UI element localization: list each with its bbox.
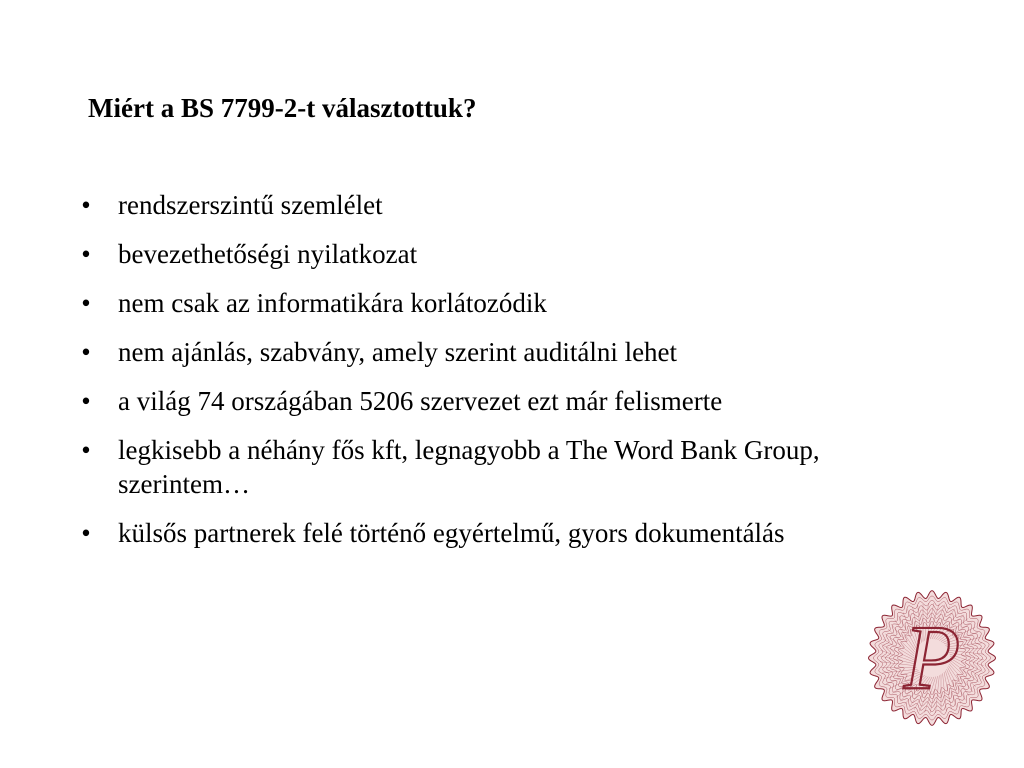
list-item-text: külsős partnerek felé történő egyértelmű, gyors dokumentálás (118, 518, 785, 548)
list-item (76, 335, 936, 369)
bullet-icon: • (81, 288, 91, 318)
bullet-icon: • (81, 435, 91, 465)
bullet-list (76, 188, 936, 565)
list-item (76, 286, 936, 320)
list-item-text: rendszerszintű szemlélet (118, 190, 383, 220)
slide-title: Miért a BS 7799-2-t választottuk? (88, 93, 477, 123)
list-item-text: nem csak az informatikára korlátozódik (118, 288, 547, 318)
list-item-text: nem ajánlás, szabvány, amely szerint auditálni lehet (118, 337, 678, 367)
list-item (76, 188, 936, 222)
list-item (76, 237, 936, 271)
list-item (76, 516, 936, 550)
list-item-text: legkisebb a néhány fős kft, legnagyobb a The Word Bank Group, szerintem… (118, 435, 820, 499)
rosette-seal-icon (866, 588, 998, 728)
list-item (76, 433, 936, 501)
bullet-icon: • (81, 518, 91, 548)
list-item-text: a világ 74 országában 5206 szervezet ezt már felismerte (118, 386, 723, 416)
bullet-icon: • (81, 239, 91, 269)
bullet-icon: • (81, 386, 91, 416)
seal-letter: P (903, 606, 961, 708)
list-item-text: bevezethetőségi nyilatkozat (118, 239, 418, 269)
list-item (76, 384, 936, 418)
bullet-icon: • (81, 190, 91, 220)
bullet-icon: • (81, 337, 91, 367)
